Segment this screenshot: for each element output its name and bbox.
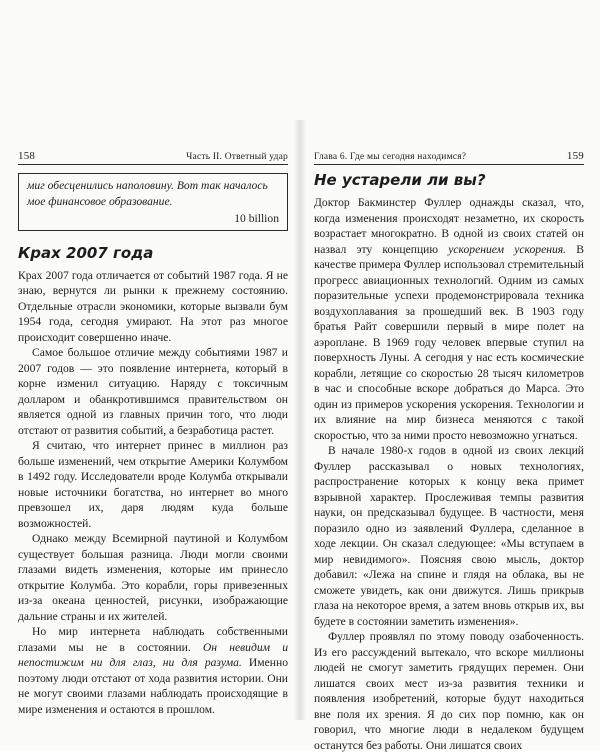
paragraph: Фуллер проявлял по этому поводу озабоченность. Из его рассуждений вытекало, что вскоре миллионы людей не смогут заметить грядущих перемен. Они лишатся своих мест из-за развития техники и появления изобретений, которые будут находиться вне поля их зрения. Я до сих пор помню, как он говорил, что многие люди в недалеком будущем останутся без работы. Они лишатся своих [314, 630, 584, 752]
paragraph: Однако между Всемирной паутиной и Колумбом существует большая разница. Люди могли своими глазами видеть изменения, которые им принесло открытие Колумба. Это корабли, горы привезенных из-за океана ценностей, рисунки, изображающие дальние страны и их жителей. [18, 532, 288, 623]
paragraph [314, 195, 584, 443]
paragraph: В начале 1980-х годов в одной из своих лекций Фуллер рассказывал о новых технологиях, распространение которых к концу века примет взрывной характер. Прослеживая темпы развития науки, он предсказывал будущее. В частности, меня поразило одно из заявлений Фуллера, сделанное в ходе лекции. Он сказал следующее: «Мы вступаем в мир невидимого». Поясняя свою мысль, доктор добавил: «Лежа на спине и глядя на облака, вы не сможете увидеть, как они движутся. Лишь прикрыв глаза на некоторое время, а затем вновь открыв их, вы будете в состоянии заметить изменения». [314, 444, 584, 628]
paragraph-text: В качестве примера Фуллер использовал стремительный прогресс авиационных технологий. Одним из самых поразительные успехи продемонстрировала техника воздухоплавания за прошедший век. В 1903 году братья Райт совершили первый в мире полет на аэроплане. В 1969 году человек впервые ступил на поверхность Луны. А сегодня у нас есть космические корабли, летящие со скоростью 28 тысяч километров в час и способные вскоре добраться до Марса. Это один из примеров ускорения ускорения. Технологии и их влияние на мир бизнеса меняются с такой скоростью, что за ними просто невозможно угнаться. [314, 242, 584, 442]
left-page-number: 158 [18, 150, 36, 162]
right-running-head [314, 150, 584, 165]
quote-source: 10 billion [234, 212, 279, 225]
section-heading-crash-2007: Крах 2007 года [18, 243, 154, 262]
quote-box [18, 173, 288, 231]
paragraph-text: Но мир интернета наблюдать собственными глазами мы не в состоянии. [18, 625, 288, 654]
section-heading-obsolete: Не устарели ли вы? [314, 171, 486, 189]
paragraph: Самое большое отличие между событиями 1987 и 2007 годов — это появление интернета, который в корне изменил ситуацию. Наряду с токсичным долларом и обанкротившимся правительством он является одной из главных причин того, что люди отстают от развития событий, а безработица растет. [18, 346, 288, 437]
left-page [18, 150, 288, 717]
emphasis-text: ускорением ускорения. [448, 242, 567, 256]
emphasis-text: Он невидим и непостижим ни для глаз, ни для разума. [18, 640, 288, 669]
right-page-number: 159 [566, 150, 584, 162]
left-running-head [18, 150, 288, 165]
paragraph: Я считаю, что интернет принес в миллион раз больше изменений, чем открытие Америки Колумбом в 1492 году. Исследователи вроде Колумба открывали новые источники богатства, но интернет во много превзошел их, даря людям куда больше возможностей. [18, 439, 288, 530]
paragraph-text: Именно поэтому люди отстают от хода развития истории. Они не могут своими глазами наблюдать происходящие в мире изменения и остаются в прошлом. [18, 656, 288, 716]
paragraph [18, 624, 288, 717]
book-gutter [293, 120, 307, 720]
paragraph-text: Доктор Бакминстер Фуллер однажды сказал, что, когда изменения происходят незаметно, их скорость возрастает многократно. В одной из своих статей он назвал эту концепцию [314, 196, 584, 256]
left-running-title: Часть II. Ответный удар [186, 152, 288, 162]
paragraph: Крах 2007 года отличается от событий 1987 года. Я не знаю, вернутся ли рынки к прежнему состоянию. Отдельные отрасли экономики, которые вызвали бум 1954 года, сегодня умирают. На этот раз многое происходит совершенно иначе. [18, 268, 288, 344]
quote-text: миг обесценились наполовину. Вот так началось мое финансовое образование. [27, 179, 268, 208]
right-running-title: Глава 6. Где мы сегодня находимся? [314, 152, 467, 162]
right-page [314, 150, 584, 753]
